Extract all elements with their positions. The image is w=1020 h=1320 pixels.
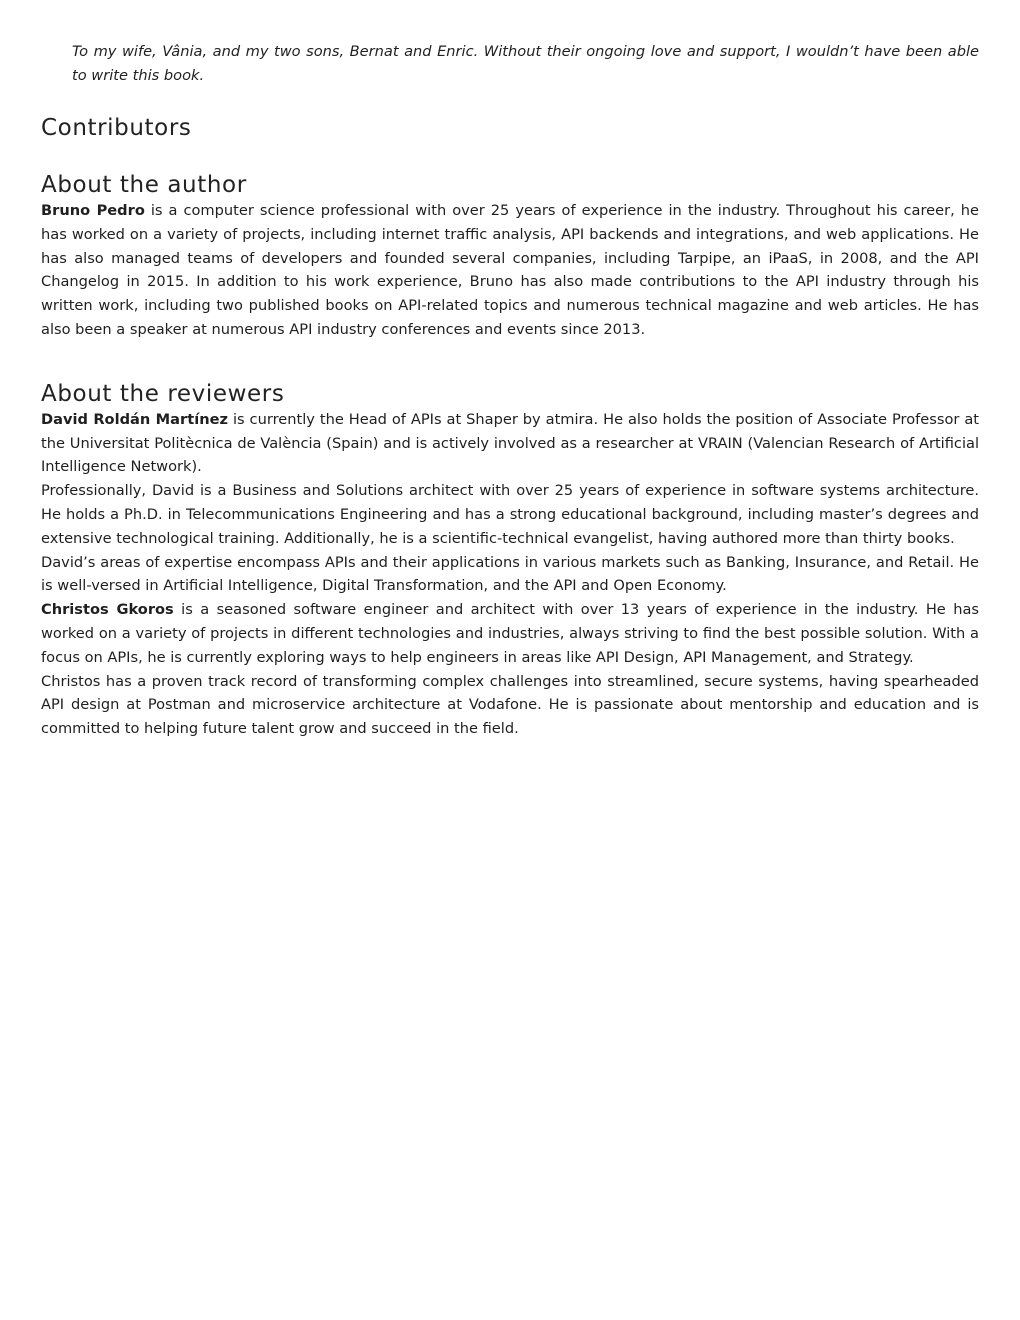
- reviewer-name: Christos Gkoros: [41, 601, 174, 619]
- reviewer-paragraph: Professionally, David is a Business and Solutions architect with over 25 years of experience in software systems architecture. He holds a Ph.D. in Telecommunications Engineering and has a strong educational background, including master’s degrees and extensive technological training. Additionally, he is a scientific-technical evangelist, having authored more than thirty books.: [41, 482, 979, 547]
- book-front-matter: [41, 40, 979, 741]
- contributors-heading: Contributors: [41, 115, 192, 141]
- about-reviewers-heading: About the reviewers: [41, 380, 285, 407]
- reviewer-name: David Roldán Martínez: [41, 410, 228, 428]
- author-bio-text: is a computer science professional with over 25 years of experience in the industry. Throughout his career, he has worked on a variety of projects, including internet traffic analysis, API backends and integrations, and web applications. He has also managed teams of developers and founded several companies, including Tarpipe, an iPaaS, in 2008, and the API Changelog in 2015. In addition to his work experience, Bruno has also made contributions to the API industry through his written work, including two published books on API-related topics and numerous technical magazine and web articles. He has also been a speaker at numerous API industry conferences and events since 2013.: [41, 202, 979, 338]
- author-bio: [41, 199, 979, 342]
- reviewer-bio-text: is currently the Head of APIs at Shaper by atmira. He also holds the position of Associate Professor at the Universitat Politècnica de València (Spain) and is actively involved as a researcher at VRAIN (Valencian Research of Artificial Intelligence Network).: [41, 410, 980, 476]
- author-name: Bruno Pedro: [41, 202, 145, 219]
- reviewer-paragraph: David’s areas of expertise encompass APIs and their applications in various markets such as Banking, Insurance, and Retail. He is well-versed in Artificial Intelligence, Digital Transformation, and the API and Open Economy.: [41, 553, 979, 595]
- reviewer-bio: [41, 408, 979, 479]
- dedication-text: To my wife, Vânia, and my two sons, Bernat and Enric. Without their ongoing love and support, I wouldn’t have been able to write this book.: [72, 43, 979, 84]
- reviewer-bio-text: is a seasoned software engineer and architect with over 13 years of experience in the industry. He has worked on a variety of projects in different technologies and industries, always striving to find the best possible solution. With a focus on APIs, he is currently exploring ways to help engineers in areas like API Design, API Management, and Strategy.: [41, 601, 979, 666]
- about-author-heading: About the author: [41, 172, 247, 198]
- reviewer-bio: [41, 598, 979, 669]
- reviewer-paragraph: Christos has a proven track record of transforming complex challenges into streamlined, secure systems, having spearheaded API design at Postman and microservice architecture at Vodafone. He is passionate about mentorship and education and is committed to helping future talent grow and succeed in the field.: [41, 672, 979, 738]
